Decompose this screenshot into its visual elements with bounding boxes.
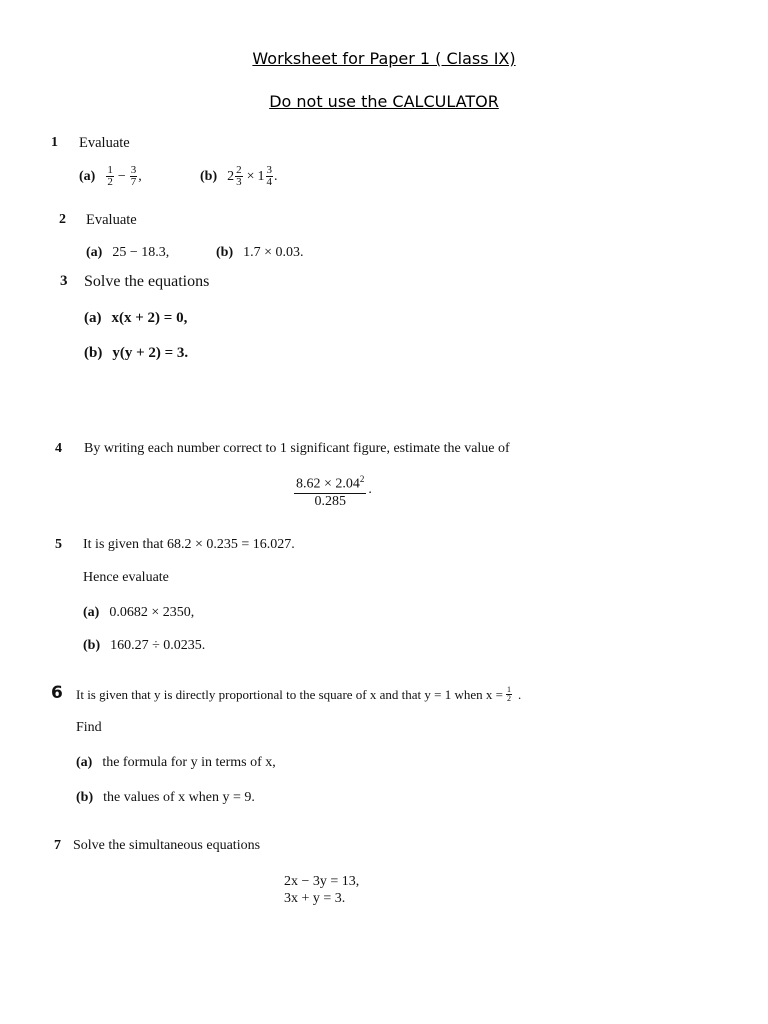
numerator: 3: [130, 164, 137, 176]
part-label: (b): [76, 790, 94, 805]
question-5-subtext: Hence evaluate: [83, 570, 169, 585]
expression: y(y + 2) = 3.: [112, 345, 189, 361]
part-label: (a): [83, 605, 100, 620]
numerator: 1: [506, 685, 511, 694]
denominator: 4: [266, 176, 273, 188]
fraction: [506, 686, 512, 703]
fraction: [235, 165, 243, 188]
equation-1: 2x − 3y = 13,: [284, 874, 360, 889]
denominator: 0.285: [314, 493, 346, 509]
question-6-part-b: [76, 790, 255, 806]
question-7-equations: [284, 873, 359, 907]
question-6-part-a: [76, 755, 276, 771]
question-4-text: By writing each number correct to 1 significant figure, estimate the value of: [84, 441, 510, 456]
fraction: [130, 165, 138, 188]
question-7-text: Solve the simultaneous equations: [73, 838, 261, 853]
whole-number: 2: [227, 168, 235, 184]
part-label: (a): [76, 755, 93, 770]
fraction: [294, 471, 366, 510]
question-6-text: It is given that y is directly proportional to the square of x and that y = 1 when x =: [76, 686, 503, 702]
worksheet-title: Worksheet for Paper 1 ( Class IX): [252, 49, 516, 68]
punctuation: .: [274, 168, 278, 184]
question-2-part-a: [86, 245, 169, 261]
question-3-number: 3: [60, 273, 68, 289]
numerator-text: 8.62 × 2.04: [296, 476, 360, 492]
part-label: (a): [79, 168, 96, 184]
question-5-part-b: [83, 638, 205, 654]
expression: x(x + 2) = 0,: [111, 310, 188, 326]
numerator: 3: [266, 164, 273, 176]
question-5-number: 5: [55, 537, 62, 552]
part-label: (b): [200, 168, 218, 184]
fraction: [266, 165, 274, 188]
expression: 25 − 18.3,: [112, 245, 170, 260]
numerator: 1: [107, 164, 113, 176]
denominator: 3: [236, 176, 242, 188]
question-6-subtext: Find: [76, 720, 102, 735]
numerator: [294, 471, 366, 494]
exponent: 2: [359, 474, 365, 484]
equation-2: 3x + y = 3.: [284, 891, 346, 906]
part-label: (b): [216, 245, 234, 260]
expression: the formula for y in terms of x,: [102, 755, 276, 770]
question-6-number: 6: [51, 683, 63, 703]
punctuation: .: [368, 482, 372, 498]
question-1-text: Evaluate: [79, 135, 130, 151]
punctuation: ,: [138, 168, 142, 184]
whole-number: 1: [257, 168, 265, 184]
part-label: (b): [83, 638, 101, 653]
question-6-statement: [76, 686, 521, 703]
expression: 1.7 × 0.03.: [243, 245, 304, 260]
part-label: (b): [84, 345, 103, 361]
denominator: 7: [130, 176, 137, 188]
question-5-text: It is given that 68.2 × 0.235 = 16.027.: [83, 537, 295, 552]
expression: 0.0682 × 2350,: [109, 605, 195, 620]
question-3-part-b: [84, 345, 188, 362]
question-1-number: 1: [51, 135, 58, 150]
expression: 160.27 ÷ 0.0235.: [110, 638, 206, 653]
question-7-number: 7: [54, 838, 61, 853]
question-4-number: 4: [55, 441, 62, 456]
part-label: (a): [86, 245, 103, 260]
question-2-part-b: [216, 245, 304, 261]
numerator: 2: [236, 164, 242, 176]
denominator: 2: [107, 176, 113, 188]
question-2-number: 2: [59, 212, 66, 227]
denominator: 2: [506, 694, 511, 703]
question-1-part-a: [79, 165, 142, 188]
question-3-text: Solve the equations: [84, 273, 210, 290]
part-label: (a): [84, 310, 102, 326]
question-5-part-a: [83, 605, 194, 621]
operator: ×: [246, 168, 255, 184]
question-3-part-a: [84, 310, 187, 327]
question-1-part-b: [200, 165, 278, 188]
worksheet-subtitle: Do not use the CALCULATOR: [269, 92, 499, 111]
question-2-text: Evaluate: [86, 212, 137, 228]
fraction: [106, 165, 114, 188]
punctuation: .: [517, 686, 522, 702]
question-4-expression: [294, 471, 372, 510]
operator: −: [117, 168, 126, 184]
expression: the values of x when y = 9.: [103, 790, 255, 805]
